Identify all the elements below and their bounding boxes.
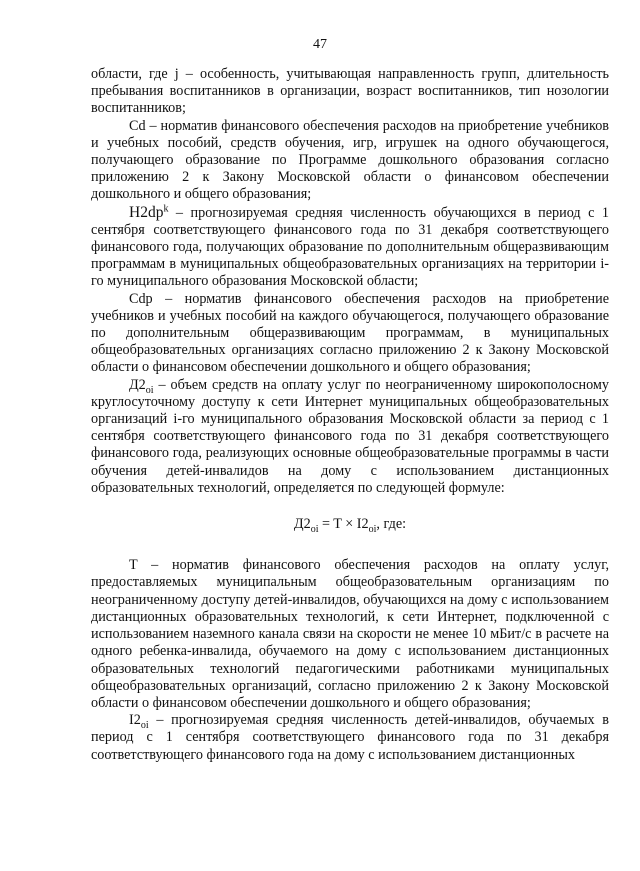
paragraph-cd-definition <box>91 118 609 204</box>
paragraph-text: – объем средств на оплату услуг по неограниченному широкополосному круглосуточному доступу к сети Интернет муниципальных общеобразовательных организаций i-го муниципального образования Московской области за период с 1 сентября соответствующего финансового года по 31 декабря соответствующего финансового года, реализующих основные общеобразовательные программы в части обучения детей-инвалидов на дому с использованием дистанционных образовательных технологий, определяется по следующей формуле: <box>91 376 609 496</box>
paragraph-text: области, где j – особенность, учитывающая направленность групп, длительность пребывания воспитанников в организации, возраст воспитанников, тип нозологии воспитанников; <box>91 66 609 117</box>
symbol-i2: I2 <box>129 712 141 729</box>
paragraph-text: Cd – норматив финансового обеспечения расходов на приобретение учебников и учебных пособий, средств обучения, игр, игрушек на одного обучающегося, получающего образование по Программе дошкольного образования согласно приложению 2 к Закону Московской области о финансовом обеспечении дошкольного и общего образования; <box>91 117 609 203</box>
paragraph-i2oi-definition <box>91 712 609 764</box>
paragraph-continuation <box>91 66 609 118</box>
formula-tail: , где: <box>376 516 407 533</box>
formula-middle: = T × I2 <box>318 516 369 533</box>
formula-rhs-subscript: oi <box>368 523 377 535</box>
paragraph-text: T – норматив финансового обеспечения расходов на оплату услуг, предоставляемых муниципальным общеобразовательным организациям по неограниченному доступу детей-инвалидов, обучающихся на дому с использованием дистанционных образовательных технологий, к сети Интернет, подключенной с использованием наземного канала связи на скорости не менее 10 мБит/с в расчете на одного ребенка-инвалида, обучаемого на дому с использованием дистанционных образовательных технологий педагогическими работниками муниципальных общеобразовательных организаций, согласно приложению 2 к Закону Московской области о финансовом обеспечении дошкольного и общего образования; <box>91 557 609 711</box>
symbol-h2dp: H2dp <box>129 203 164 221</box>
symbol-subscript: oi <box>140 719 149 731</box>
formula <box>91 516 609 533</box>
paragraph-t-definition <box>91 557 609 712</box>
symbol-superscript: k <box>163 202 169 214</box>
paragraph-text: Cdp – норматив финансового обеспечения расходов на приобретение учебников и учебных пособий на каждого обучающегося, получающего образование по дополнительным общеразвивающим программам, в муниципальных общеобразовательных организациях согласно приложению 2 к Закону Московской области о финансовом обеспечении дошкольного и общего образования; <box>91 290 609 376</box>
paragraph-h2dp-definition <box>91 204 609 291</box>
formula-lhs-subscript: oi <box>310 523 319 535</box>
document-body <box>91 66 609 764</box>
spacer <box>91 533 609 557</box>
symbol-d2: Д2 <box>129 376 146 393</box>
paragraph-cdp-definition <box>91 291 609 377</box>
paragraph-d2oi-definition <box>91 377 609 497</box>
paragraph-text: – прогнозируемая средняя численность детей-инвалидов, обучаемых в период с 1 сентября соответствующего финансового года по 31 декабря соответствующего финансового года на дому с использованием дистанционных <box>91 712 609 763</box>
symbol-subscript: oi <box>145 384 154 396</box>
paragraph-text: – прогнозируемая средняя численность обучающихся в период с 1 сентября соответствующего финансового года по 31 декабря соответствующего финансового года, получающих образование по дополнительным общеразвивающим программам в муниципальных общеобразовательных организациях на территории i-го муниципального образования Московской области; <box>91 204 609 290</box>
page-number: 47 <box>313 37 327 52</box>
formula-lhs: Д2 <box>293 516 311 533</box>
